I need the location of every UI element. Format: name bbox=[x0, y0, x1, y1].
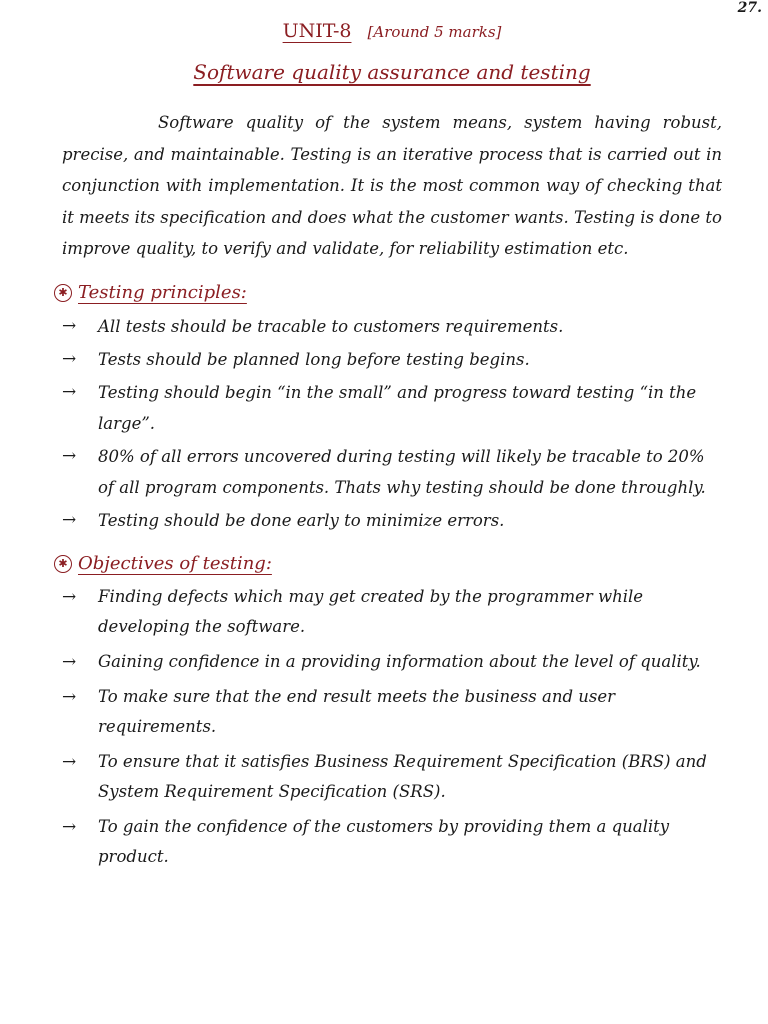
section-heading-label: Testing principles: bbox=[78, 281, 247, 303]
unit-name: UNIT-8 bbox=[282, 20, 352, 42]
list-item-text: To gain the confidence of the customers by providing them a quality product. bbox=[98, 816, 670, 866]
list-item bbox=[62, 647, 722, 677]
arrow-icon: → bbox=[62, 315, 77, 336]
star-icon: ✱ bbox=[54, 555, 72, 573]
list-item bbox=[62, 344, 722, 375]
arrow-icon: → bbox=[62, 586, 77, 607]
list-item bbox=[62, 747, 722, 807]
list-item-text: Tests should be planned long before testing begins. bbox=[98, 349, 530, 369]
arrow-icon: → bbox=[62, 651, 77, 672]
list-item-text: Testing should be done early to minimize errors. bbox=[98, 510, 505, 530]
list-item-text: Testing should begin “in the small” and progress toward testing “in the large”. bbox=[98, 382, 697, 433]
arrow-icon: → bbox=[62, 348, 77, 369]
list-item bbox=[62, 505, 722, 536]
arrow-icon: → bbox=[62, 686, 77, 707]
arrow-icon: → bbox=[62, 381, 77, 402]
star-icon: ✱ bbox=[54, 284, 72, 302]
section-heading-testing-principles bbox=[54, 279, 722, 307]
arrow-icon: → bbox=[62, 751, 77, 772]
list-item bbox=[62, 311, 722, 342]
list-item-text: To make sure that the end result meets the business and user requirements. bbox=[98, 686, 616, 736]
list-item-text: To ensure that it satisfies Business Requirement Specification (BRS) and System Requirement Specification (SRS). bbox=[98, 751, 707, 801]
list-item-text: All tests should be tracable to customers requirements. bbox=[98, 316, 564, 336]
unit-title bbox=[62, 18, 722, 45]
arrow-icon: → bbox=[62, 445, 77, 466]
objectives-of-testing-list bbox=[62, 582, 722, 872]
page-number: 27. bbox=[737, 0, 762, 16]
arrow-icon: → bbox=[62, 509, 77, 530]
list-item-text: 80% of all errors uncovered during testing will likely be tracable to 20% of all program components. Thats why testing should be done throughly. bbox=[98, 446, 706, 497]
testing-principles-list bbox=[62, 311, 722, 536]
list-item-text: Finding defects which may get created by the programmer while developing the software. bbox=[98, 586, 644, 636]
intro-paragraph: Software quality of the system means, system having robust, precise, and maintainable. Testing is an iterative process that is carried out in conjunction with implementation. It is the most common way of checking that it meets its specification and does what the customer wants. Testing is done to improve quality, to verify and validate, for reliability estimation etc. bbox=[62, 113, 722, 258]
list-item bbox=[62, 582, 722, 642]
list-item bbox=[62, 377, 722, 439]
list-item bbox=[62, 441, 722, 503]
list-item bbox=[62, 812, 722, 872]
unit-marks: [Around 5 marks] bbox=[367, 23, 502, 41]
section-heading-label: Objectives of testing: bbox=[78, 552, 272, 574]
arrow-icon: → bbox=[62, 816, 77, 837]
list-item-text: Gaining confidence in a providing information about the level of quality. bbox=[98, 651, 701, 671]
topic-title: Software quality assurance and testing bbox=[193, 60, 591, 84]
list-item bbox=[62, 682, 722, 742]
section-heading-objectives-of-testing bbox=[54, 550, 722, 578]
